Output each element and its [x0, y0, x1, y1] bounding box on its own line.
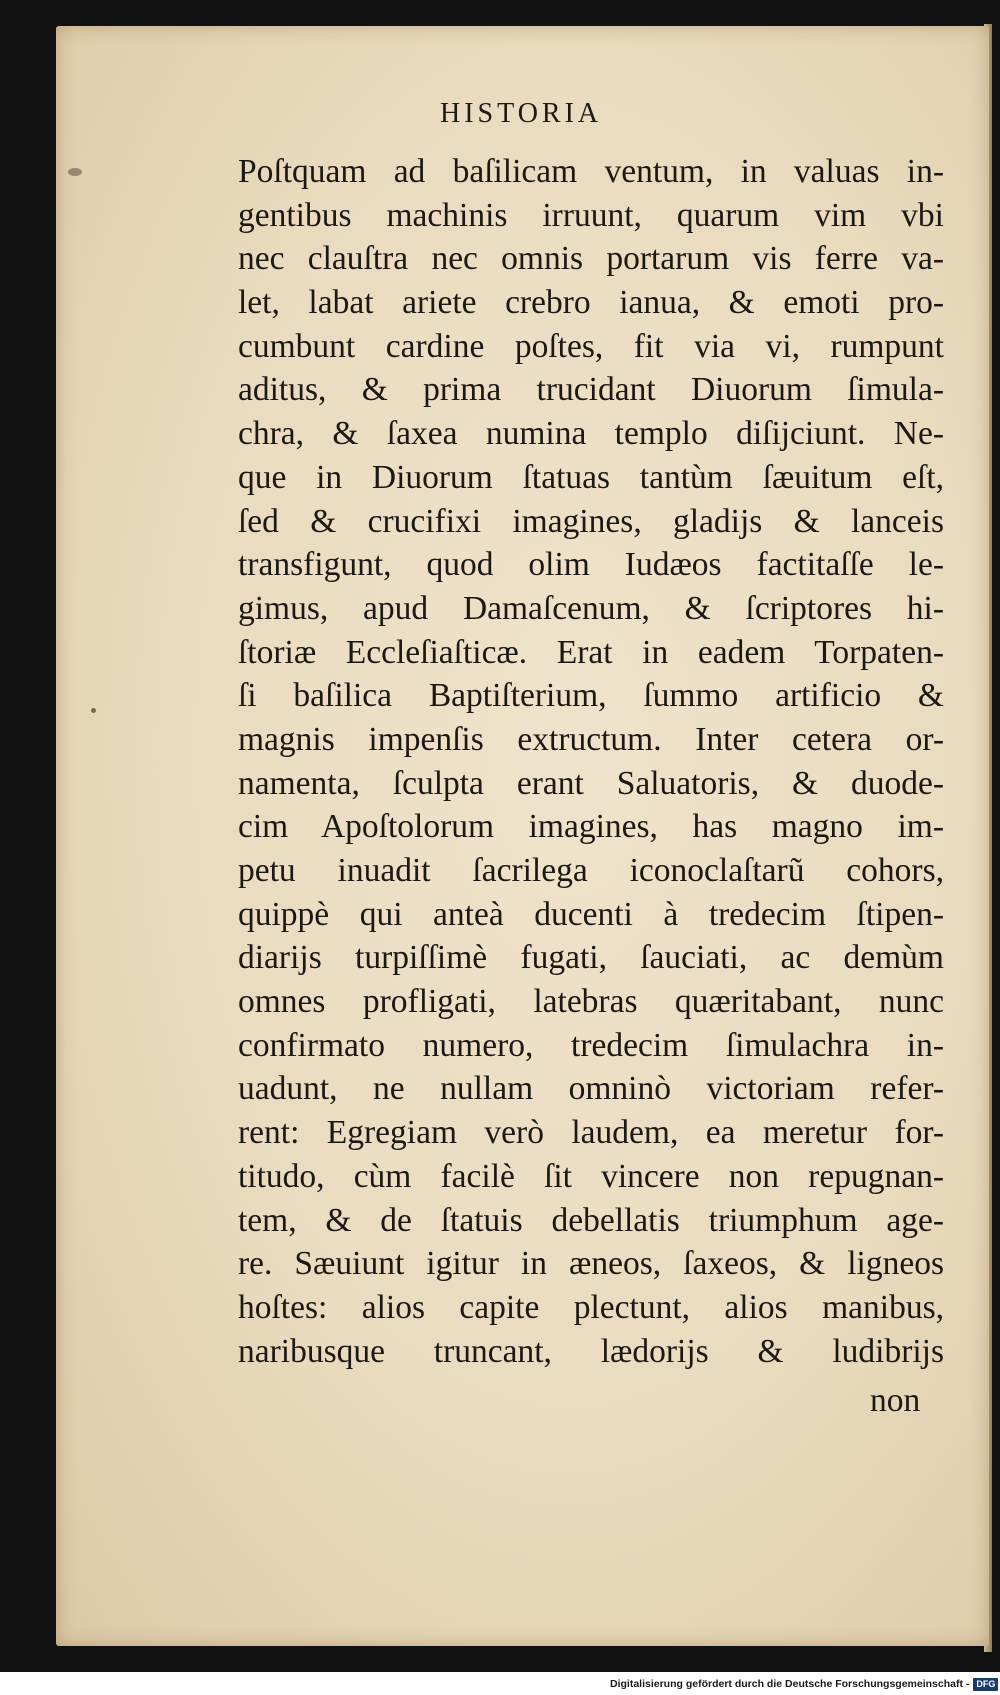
- text-line: cim Apoſtolorum imagines, has magno im-: [238, 808, 944, 846]
- text-line: que in Diuorum ſtatuas tantùm ſæuitum eſt,: [238, 458, 944, 496]
- text-line: naribusque truncant, lædorijs & ludibrijs: [238, 1332, 944, 1370]
- text-line: namenta, ſculpta erant Saluatoris, & duode-: [238, 764, 944, 802]
- text-line: magnis impenſis extructum. Inter cetera or-: [238, 720, 944, 758]
- text-line: titudo, cùm facilè ſit vincere non repugnan-: [238, 1157, 944, 1195]
- text-line: uadunt, ne nullam omninò victoriam refer-: [238, 1070, 944, 1108]
- text-line: gimus, apud Damaſcenum, & ſcriptores hi-: [238, 589, 944, 627]
- text-line: ſtoriæ Eccleſiaſticæ. Erat in eadem Torpaten-: [238, 633, 944, 671]
- text-line: hoſtes: alios capite plectunt, alios manibus,: [238, 1288, 944, 1326]
- text-line: nec clauſtra nec omnis portarum vis ferre va-: [238, 240, 944, 278]
- text-line: ſed & crucifixi imagines, gladijs & lanceis: [238, 502, 944, 540]
- text-line: quippè qui anteà ducenti à tredecim ſtipen-: [238, 895, 944, 933]
- body-text: [238, 150, 944, 1373]
- ink-speck: [91, 708, 96, 713]
- text-line: gentibus machinis irruunt, quarum vim vbi: [238, 196, 944, 234]
- text-line: let, labat ariete crebro ianua, & emoti pro-: [238, 284, 944, 322]
- text-line: chra, & ſaxea numina templo diſijciunt. Ne-: [238, 415, 944, 453]
- text-line: tem, & de ſtatuis debellatis triumphum age-: [238, 1201, 944, 1239]
- running-head: HISTORIA: [440, 98, 603, 129]
- ink-speck: [68, 168, 82, 176]
- text-line: confirmato numero, tredecim ſimulachra in-: [238, 1026, 944, 1064]
- text-line: rent: Egregiam verò laudem, ea meretur for-: [238, 1114, 944, 1152]
- text-line: diarijs turpiſſimè fugati, ſauciati, ac demùm: [238, 939, 944, 977]
- text-line: ſi baſilica Baptiſterium, ſummo artificio &: [238, 677, 944, 715]
- catchword: non: [870, 1382, 921, 1419]
- text-line: re. Sæuiunt igitur in æneos, ſaxeos, & ligneos: [238, 1245, 944, 1283]
- dfg-logo: DFG: [973, 1678, 998, 1691]
- text-line: transfigunt, quod olim Iudæos factitaſſe le-: [238, 546, 944, 584]
- text-line: Poſtquam ad baſilicam ventum, in valuas in-: [238, 153, 944, 190]
- text-line: cumbunt cardine poſtes, fit via vi, rumpunt: [238, 327, 944, 365]
- text-line: omnes profligati, latebras quæritabant, nunc: [238, 983, 944, 1021]
- text-line: petu inuadit ſacrilega iconoclaſtarũ cohors,: [238, 852, 944, 889]
- funding-credit-text: Digitalisierung gefördert durch die Deutsche Forschungsgemeinschaft -: [610, 1678, 970, 1690]
- text-line: aditus, & prima trucidant Diuorum ſimula-: [238, 371, 944, 409]
- funding-credit: [610, 1676, 998, 1692]
